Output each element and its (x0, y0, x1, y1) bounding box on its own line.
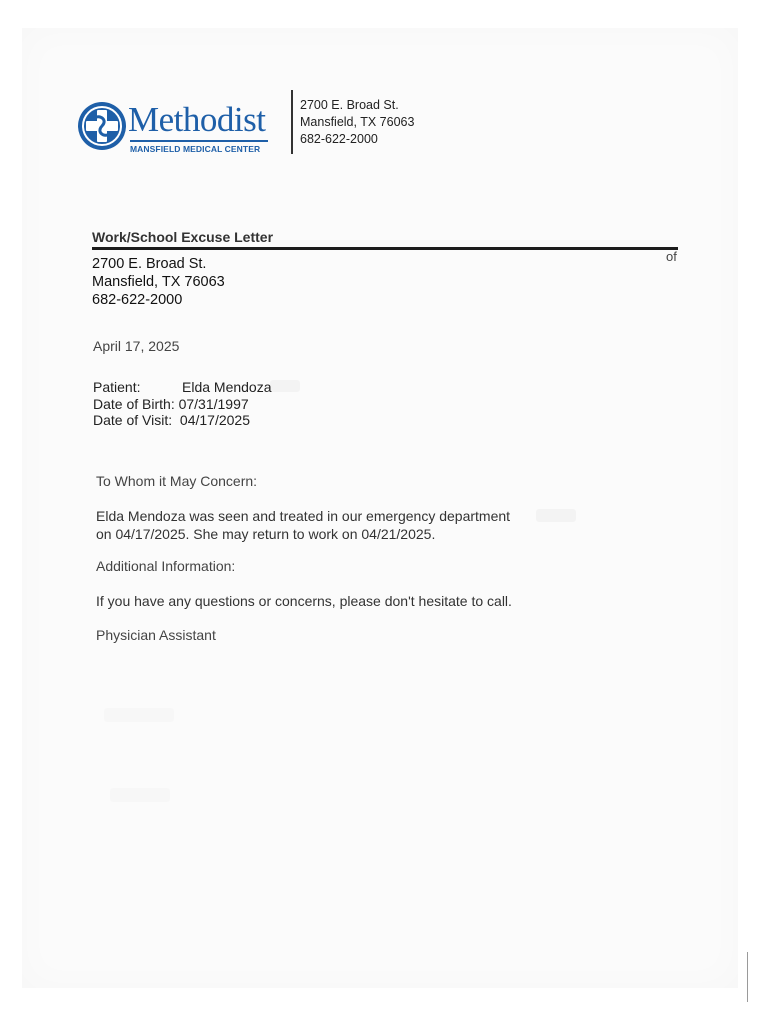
patient-info (93, 379, 272, 429)
logo-subtitle: MANSFIELD MEDICAL CENTER (130, 144, 261, 154)
dob-value: 07/31/1997 (178, 395, 249, 412)
page-edge-mark (747, 952, 748, 1002)
additional-information-label: Additional Information: (96, 558, 236, 574)
document-title: Work/School Excuse Letter (92, 229, 274, 245)
methodist-logo (76, 100, 272, 160)
body-address-line1: 2700 E. Broad St. (92, 256, 207, 272)
title-rule (92, 247, 678, 250)
visit-row (93, 412, 272, 429)
stray-text: of (666, 249, 677, 264)
faint-mark (104, 708, 174, 722)
visit-date: 04/17/2025 (179, 412, 250, 428)
faint-mark (110, 788, 170, 802)
letter-date: April 17, 2025 (93, 338, 180, 354)
methodist-cross-logo-icon (76, 100, 128, 152)
questions-line: If you have any questions or concerns, please don't hesitate to call. (96, 593, 512, 609)
letterhead-phone: 682-622-2000 (300, 132, 378, 146)
logo-rule (130, 140, 268, 142)
letterhead-address-line1: 2700 E. Broad St. (300, 98, 399, 112)
dob-row (93, 396, 272, 413)
patient-name: Elda Mendoza (182, 379, 272, 395)
body-paragraph (96, 507, 510, 543)
logo-name: Methodist (128, 100, 266, 139)
patient-row (93, 379, 272, 396)
signature-title: Physician Assistant (96, 627, 216, 643)
salutation: To Whom it May Concern: (96, 473, 258, 489)
dob-label: Date of Birth: (93, 395, 175, 412)
header-divider (291, 90, 293, 154)
body-line-2: on 04/17/2025. She may return to work on 04/21/2025. (96, 526, 436, 542)
body-phone: 682-622-2000 (92, 292, 183, 308)
redaction-ghost (270, 380, 300, 392)
patient-label: Patient: (93, 379, 141, 395)
body-address-line2: Mansfield, TX 76063 (92, 274, 225, 290)
body-address (92, 255, 225, 309)
letterhead-address-line2: Mansfield, TX 76063 (300, 115, 415, 129)
body-line-1: Elda Mendoza was seen and treated in our emergency department (96, 508, 511, 524)
visit-label: Date of Visit: (93, 412, 173, 428)
redaction-ghost (536, 509, 576, 522)
letterhead-address (300, 97, 414, 148)
